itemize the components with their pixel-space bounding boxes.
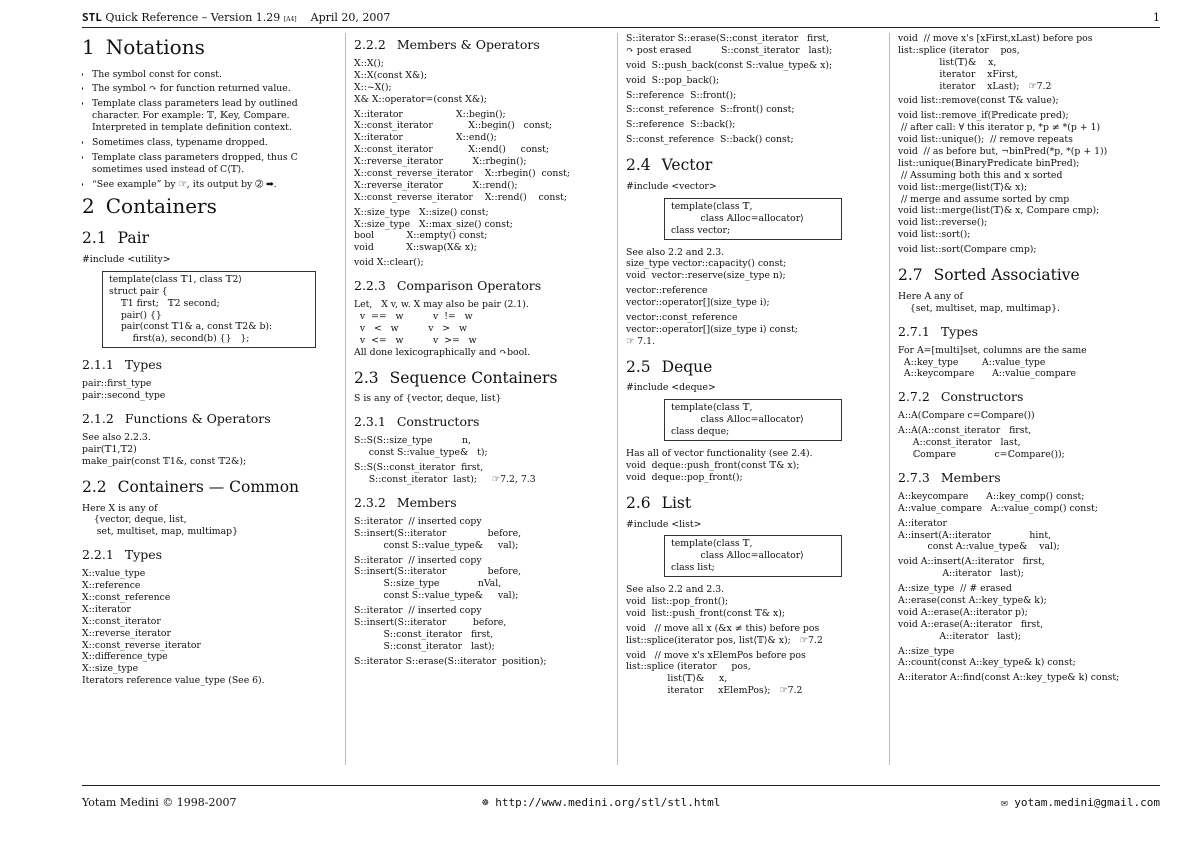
code-block: See also 2.2.3. pair(𝕋1,𝕋2) make_pair(const 𝕋1&, const 𝕋2&); bbox=[82, 432, 247, 467]
section-title: Vector bbox=[661, 156, 713, 175]
section-number: 2.3 bbox=[354, 368, 379, 387]
code-block: A::iterator A::insert(A::iterator hint, const A::value_type& val); bbox=[898, 517, 1060, 553]
code-block: For A=[multi]set, columns are the same A::key_type A::value_type A::keycompare A::value_compare bbox=[898, 344, 1087, 380]
subsubsection-types bbox=[82, 357, 336, 373]
code-block: pair::first_type pair::second_type bbox=[82, 378, 166, 402]
code-block: S::const_reference S::front() const; bbox=[626, 104, 795, 116]
section-title: Containers — Common bbox=[117, 477, 300, 496]
column-rule bbox=[617, 33, 618, 765]
subsection-pair bbox=[82, 229, 336, 249]
code-block: S::iterator // inserted copy S::insert(S::iterator before, S::size_type nVal, const S::value_type& val); bbox=[354, 554, 522, 602]
section-title: Constructors bbox=[940, 389, 1024, 405]
page-footer bbox=[82, 785, 1160, 816]
section-number: 2.2.3 bbox=[354, 278, 386, 294]
subsection-sorted-associative bbox=[898, 266, 1152, 286]
section-title: Members bbox=[396, 494, 457, 510]
section-number: 2.2.2 bbox=[354, 37, 386, 52]
section-number: 2.6 bbox=[626, 493, 651, 512]
subsubsection-types bbox=[82, 547, 336, 563]
section-number: 2.1.2 bbox=[82, 411, 114, 427]
section-number: 2.7.3 bbox=[898, 469, 930, 485]
section-title: Members bbox=[940, 469, 1001, 485]
section-containers bbox=[82, 194, 336, 220]
code-block: void list::remove_if(ℙredicate pred); // after call: ∀ this iterator p, *p ≠ *(p + 1) void list::unique(); // remove repeats void // as before but, ¬binPred(*p, *(p + 1)) list::unique(𝔹inaryℙredicate binPred); // Assuming both this and x sorted void list::merge(list⟨𝕋⟩& x); // merge and assume sorted by cmp void list::merge(list⟨𝕋⟩& x, ℂompare cmp); void list::reverse(); void list::sort(); bbox=[898, 110, 1108, 241]
subsection-common bbox=[82, 478, 336, 498]
section-title: Sorted Associative bbox=[933, 266, 1080, 285]
list-item: • Sometimes class, typename dropped. bbox=[92, 137, 336, 149]
header-page-number: 1 bbox=[1153, 11, 1160, 24]
subsubsection-functions bbox=[82, 411, 336, 427]
code-block: Has all of vector functionality (see 2.4). void deque::push_front(const 𝕋& x); void deque::pop_front(); bbox=[626, 448, 813, 483]
section-title: Pair bbox=[117, 229, 149, 248]
header-date: April 20, 2007 bbox=[310, 11, 391, 24]
section-title: Sequence Containers bbox=[389, 368, 558, 387]
header-title-strong: STL bbox=[82, 11, 102, 24]
subsubsection-types bbox=[898, 324, 1152, 340]
footer-url-link[interactable]: ☸ http://www.medini.org/stl/stl.html bbox=[482, 796, 721, 809]
section-number: 2 bbox=[82, 193, 95, 218]
code-block: X::X(); X::X(const X&); X::~X(); X& X::operator=(const X&); bbox=[354, 58, 487, 105]
header-title-small: [A4] bbox=[283, 16, 297, 23]
section-title: Notations bbox=[105, 35, 205, 59]
code-block: void // move all x (&x ≠ this) before pos list::splice(iterator pos, list⟨𝕋⟩& x); ☞7.2 bbox=[626, 622, 823, 646]
column-rule bbox=[889, 33, 890, 765]
code-block: See also 2.2 and 2.3. size_type vector::capacity() const; void vector::reserve(size_type n); bbox=[626, 246, 787, 282]
section-title: Deque bbox=[661, 357, 713, 376]
code-block: A::size_type A::count(const A::key_type& k) const; bbox=[898, 645, 1076, 669]
code-block: void S::push_back(const S::value_type& x); bbox=[626, 59, 833, 71]
column-2 bbox=[354, 33, 608, 778]
code-block: S::iterator // inserted copy S::insert(S::iterator before, S::const_iterator first, S::const_iterator last); bbox=[354, 605, 507, 652]
list-item: • The symbol ↷ for function returned value. bbox=[92, 83, 336, 95]
section-number: 2.4 bbox=[626, 156, 651, 175]
code-block: vector::const_reference vector::operator[](size_type i) const; ☞ 7.1. bbox=[626, 311, 798, 347]
code-block: void list::sort(ℂompare cmp); bbox=[898, 244, 1037, 256]
subsubsection-comparison bbox=[354, 278, 608, 294]
code-block: vector::reference vector::operator[](size_type i); bbox=[626, 285, 770, 309]
pair-template-box: template⟨class 𝕋1, class 𝕋2⟩ struct pair { 𝕋1 first; 𝕋2 second; pair() {} pair(const 𝕋1& a, const 𝕋2& b): first(a), second(b) {} }; bbox=[102, 271, 316, 348]
section-number: 2.1.1 bbox=[82, 357, 114, 373]
include-line: #include <deque> bbox=[626, 382, 716, 394]
section-title: Functions & Operators bbox=[124, 411, 271, 427]
column-4 bbox=[898, 33, 1152, 778]
subsubsection-members-operators bbox=[354, 37, 608, 53]
code-block: X::value_type X::reference X::const_reference X::iterator X::const_iterator X::reverse_iterator X::const_reverse_iterator X::difference_type X::size_type Iterators reference value_type (See 6). bbox=[82, 568, 265, 687]
column-rule bbox=[345, 33, 346, 765]
code-block: S::reference S::front(); bbox=[626, 89, 737, 101]
list-item: • Template class parameters dropped, thus C sometimes used instead of C⟨𝕋⟩. bbox=[92, 152, 336, 176]
list-item: • The symbol const for const. bbox=[92, 69, 336, 81]
list-item: • “See example” by ☞, its output by ➁ ➡. bbox=[92, 179, 336, 191]
footer-email-link[interactable]: ✉ yotam.medini@gmail.com bbox=[1001, 796, 1160, 809]
list-template-box: template⟨class 𝕋, class 𝔸lloc=allocator⟩ class list; bbox=[664, 535, 842, 577]
section-number: 1 bbox=[82, 35, 95, 59]
subsection-vector bbox=[626, 156, 880, 176]
header-title bbox=[82, 11, 390, 24]
subsubsection-members bbox=[898, 470, 1152, 486]
code-block: void S::pop_back(); bbox=[626, 74, 720, 86]
section-title: Containers bbox=[105, 193, 217, 218]
subsection-deque bbox=[626, 358, 880, 378]
section-notations bbox=[82, 35, 336, 61]
code-block: Here A any of {set, multiset, map, multimap}. bbox=[898, 290, 1060, 314]
subsection-sequence bbox=[354, 369, 608, 389]
section-number: 2.5 bbox=[626, 357, 651, 376]
column-1 bbox=[82, 33, 336, 778]
section-title: Types bbox=[940, 323, 979, 339]
section-number: 2.3.2 bbox=[354, 494, 386, 510]
section-title: Types bbox=[124, 547, 163, 563]
include-line: #include <list> bbox=[626, 518, 702, 530]
code-block: A::iterator A::find(const A::key_type& k) const; bbox=[898, 672, 1120, 684]
section-number: 2.7.2 bbox=[898, 389, 930, 405]
subsubsection-members bbox=[354, 495, 608, 511]
code-block: S::iterator S::erase(S::iterator position); bbox=[354, 655, 547, 667]
include-line: #include <vector> bbox=[626, 180, 717, 192]
code-block: See also 2.2 and 2.3. void list::pop_front(); void list::push_front(const 𝕋& x); bbox=[626, 584, 785, 619]
code-block: X::iterator X::begin(); X::const_iterator X::begin() const; X::iterator X::end(); X::const_iterator X::end() const; X::reverse_iterator X::rbegin(); X::const_reverse_iterator X::rbegin() const; X::reverse_iterator X::rend(); X::const_reverse_iterator X::rend() const; bbox=[354, 108, 570, 203]
code-block: S::iterator S::erase(S::const_iterator first, ↷ post erased S::const_iterator last); bbox=[626, 33, 833, 56]
subsubsection-constructors bbox=[898, 389, 1152, 405]
code-block: A::size_type // # erased A::erase(const A::key_type& k); void A::erase(A::iterator p); void A::erase(A::iterator first, A::iterator last); bbox=[898, 583, 1047, 642]
code-block: void list::remove(const 𝕋& value); bbox=[898, 95, 1059, 107]
code-block: A::A(A::const_iterator first, A::const_iterator last, ℂompare c=ℂompare()); bbox=[898, 425, 1065, 460]
code-block: void X::clear(); bbox=[354, 257, 424, 269]
code-block: S::S(S::size_type n, const S::value_type& t); bbox=[354, 435, 488, 459]
header-title-text: Quick Reference – Version 1.29 bbox=[105, 11, 281, 24]
code-block: S::const_reference S::back() const; bbox=[626, 134, 794, 146]
code-block: Here X is any of {vector, deque, list, set, multiset, map, multimap} bbox=[82, 502, 239, 538]
section-number: 2.3.1 bbox=[354, 414, 386, 430]
code-block: A::A(ℂompare c=ℂompare()) bbox=[898, 410, 1035, 422]
section-title: Types bbox=[124, 357, 163, 373]
section-title: Comparison Operators bbox=[396, 278, 542, 294]
notation-list bbox=[82, 69, 336, 191]
subsubsection-constructors bbox=[354, 414, 608, 430]
include-line: #include <utility> bbox=[82, 254, 171, 266]
subsection-list bbox=[626, 494, 880, 514]
column-3 bbox=[626, 33, 880, 778]
code-block: void A::insert(A::iterator first, A::iterator last); bbox=[898, 556, 1045, 580]
code-block: S::S(S::const_iterator first, S::const_iterator last); ☞7.2, 7.3 bbox=[354, 462, 536, 485]
page-header bbox=[82, 9, 1160, 28]
section-title: List bbox=[661, 493, 692, 512]
code-block: X::size_type X::size() const; X::size_type X::max_size() const; bool X::empty() const; void X::swap(X& x); bbox=[354, 206, 513, 254]
section-title: Members & Operators bbox=[396, 37, 540, 52]
list-item: • Template class parameters lead by outlined character. For example: 𝕋, 𝕂ey, ℂompare. Interpreted in template definition context. bbox=[92, 98, 336, 134]
code-block: void // move x's [xFirst,xLast) before pos list::splice (iterator pos, list⟨𝕋⟩& x, iterator xFirst, iterator xLast); ☞7.2 bbox=[898, 33, 1093, 92]
code-block: S::reference S::back(); bbox=[626, 119, 736, 131]
deque-template-box: template⟨class 𝕋, class 𝔸lloc=allocator⟩ class deque; bbox=[664, 399, 842, 441]
section-number: 2.2 bbox=[82, 477, 107, 496]
code-block: Let, X v, w. X may also be pair (2.1). v == w v != w v < w v > w v <= w v >= w All done lexicographically and ↷bool. bbox=[354, 299, 531, 358]
footer-author: Yotam Medini © 1998-2007 bbox=[82, 796, 237, 809]
section-number: 2.1 bbox=[82, 229, 107, 248]
vector-template-box: template⟨class 𝕋, class 𝔸lloc=allocator⟩ class vector; bbox=[664, 198, 842, 240]
section-number: 2.7 bbox=[898, 266, 923, 285]
code-block: A::keycompare A::key_comp() const; A::value_compare A::value_comp() const; bbox=[898, 490, 1098, 514]
code-block: S is any of {vector, deque, list} bbox=[354, 393, 502, 405]
section-number: 2.7.1 bbox=[898, 323, 930, 339]
code-block: S::iterator // inserted copy S::insert(S::iterator before, const S::value_type& val); bbox=[354, 515, 522, 551]
section-title: Constructors bbox=[396, 414, 480, 430]
section-number: 2.2.1 bbox=[82, 547, 114, 563]
code-block: void // move x's xElemPos before pos list::splice (iterator pos, list⟨𝕋⟩& x, iterator xElemPos); ☞7.2 bbox=[626, 649, 806, 697]
